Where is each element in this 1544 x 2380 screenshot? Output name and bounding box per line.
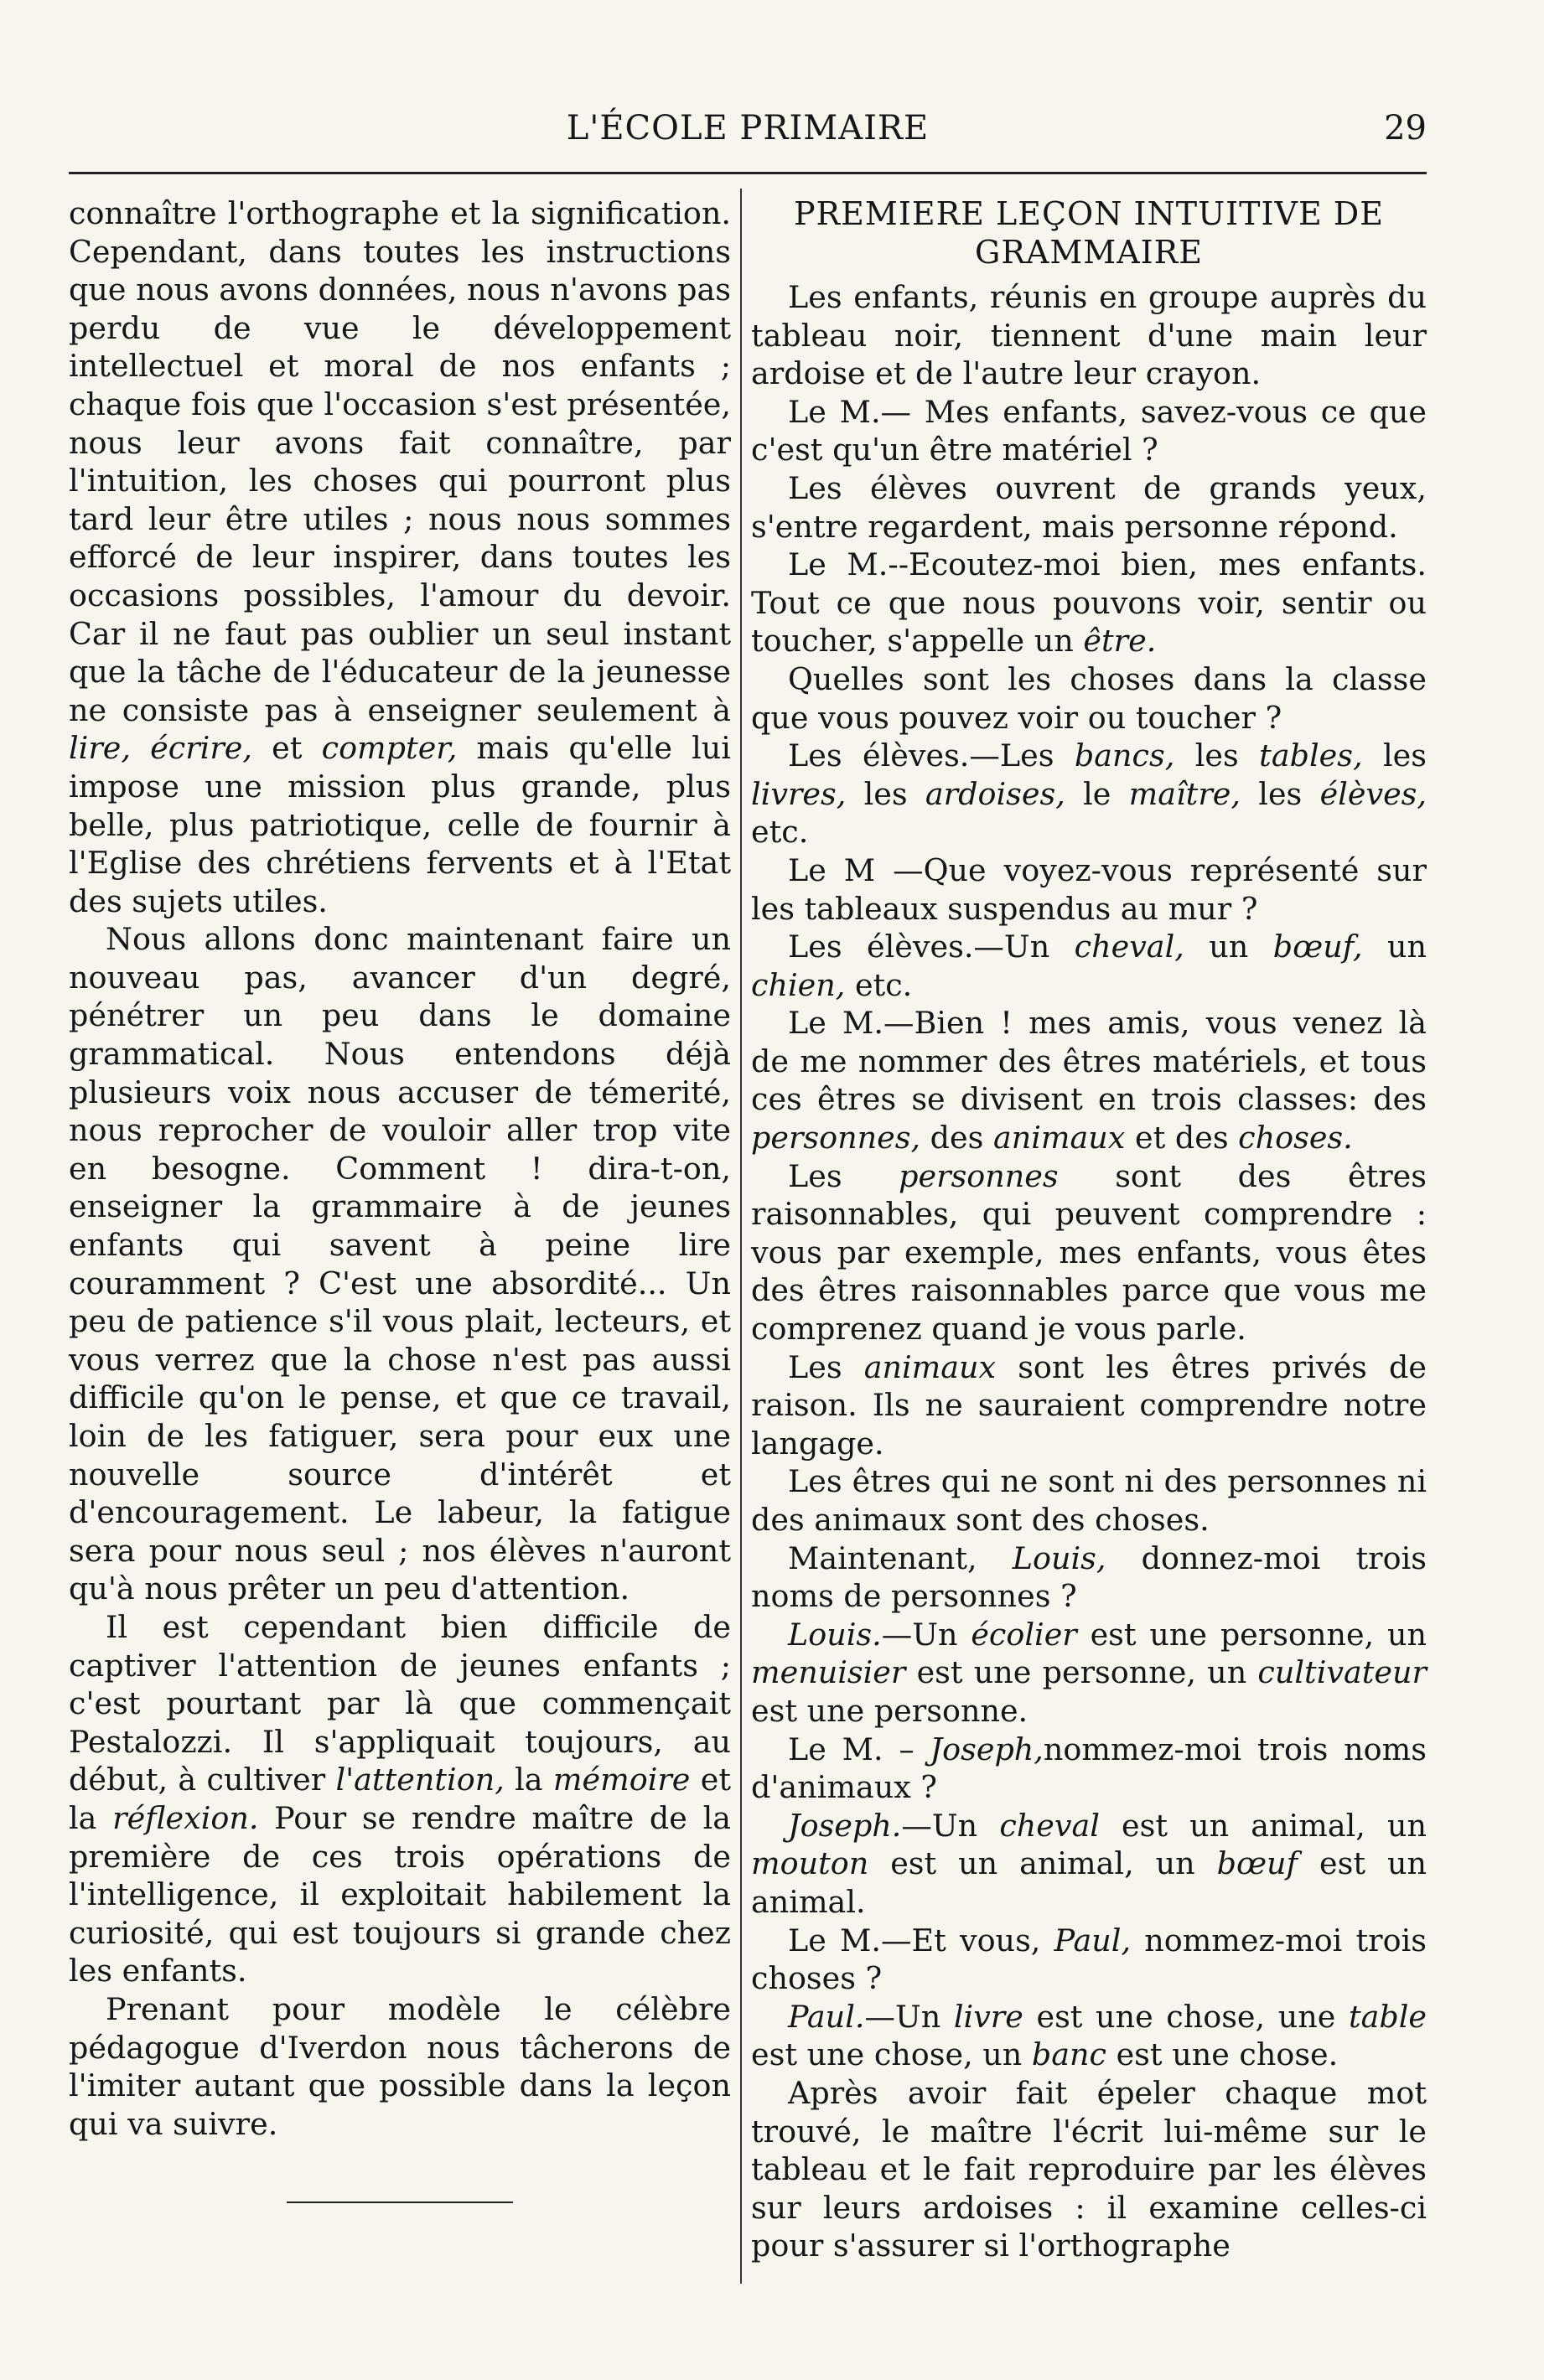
text-run: Le M.--Ecoutez-moi bien, mes enfants. Tout ce que nous pouvons voir, sentir ou toucher, s'appelle un bbox=[751, 546, 1427, 660]
text-run: les bbox=[1174, 737, 1260, 774]
text-run: est un animal, un bbox=[1099, 1807, 1427, 1844]
text-run: nommez-moi trois choses ? bbox=[751, 1922, 1427, 1997]
text-run: un bbox=[1184, 929, 1273, 965]
text-run: Il est cependant bien difficile de captiver l'attention de jeunes enfants ; c'est pourtant par là que commençait Pestalozzi. Il s'appliquait toujours, au début, à cultiver bbox=[69, 1608, 731, 1798]
paragraph bbox=[751, 851, 1427, 928]
text-run: Les élèves ouvrent de grands yeux, s'entre regardent, mais personne répond. bbox=[751, 469, 1427, 545]
section-end-rule bbox=[287, 2202, 513, 2203]
paragraph bbox=[751, 1462, 1427, 1539]
italic-text: Joseph. bbox=[788, 1807, 902, 1844]
text-run: et des bbox=[1125, 1120, 1239, 1156]
text-run: sont des êtres raisonnables, qui peuvent comprendre : vous par exemple, mes enfants, vous êtes des êtres raisonnables parce que vous me comprenez quand je vous parle. bbox=[751, 1157, 1427, 1348]
italic-text: réflexion. bbox=[112, 1799, 259, 1836]
text-run: est un animal. bbox=[751, 1845, 1427, 1920]
italic-text: personnes, bbox=[751, 1120, 921, 1156]
text-run: est une personne. bbox=[751, 1692, 1028, 1729]
paragraph bbox=[69, 920, 731, 1608]
italic-text: Louis, bbox=[1012, 1539, 1106, 1576]
paragraph bbox=[69, 1990, 731, 2143]
text-run: est un animal, un bbox=[868, 1845, 1217, 1882]
paragraph bbox=[751, 1539, 1427, 1616]
italic-text: maître, bbox=[1128, 775, 1241, 812]
text-run: les bbox=[846, 775, 925, 812]
italic-text: mémoire bbox=[552, 1762, 691, 1798]
text-run: est une personne, un bbox=[905, 1654, 1258, 1691]
page-number: 29 bbox=[1384, 109, 1427, 147]
right-column bbox=[751, 194, 1427, 2265]
text-run: Les bbox=[788, 1157, 899, 1194]
text-run: —Un bbox=[881, 1616, 971, 1653]
italic-text: personnes bbox=[899, 1157, 1059, 1194]
paragraph bbox=[751, 928, 1427, 1004]
text-run: est une chose, une bbox=[1023, 1998, 1349, 2035]
italic-text: l'attention, bbox=[335, 1762, 505, 1798]
italic-text: animaux bbox=[992, 1120, 1126, 1156]
text-run: et la bbox=[69, 1762, 732, 1836]
italic-text: livre bbox=[953, 1998, 1023, 2035]
text-run: —Un bbox=[901, 1807, 1000, 1844]
text-run: Nous allons donc maintenant faire un nouveau pas, avancer d'un degré, pénétrer un peu dans le domaine grammatical. Nous entendons déjà plusieurs voix nous accuser de témerité, nous reprocher de vouloir aller trop vite en besogne. Comment ! dira-t-on, enseigner la grammaire à de jeunes enfants qui savent à peine lire couramment ? C'est une absordité... Un peu de patience s'il vous plait, lecteurs, et vous verrez que la chose n'est pas aussi difficile qu'on le pense, et que ce travail, loin de les fatiguer, sera pour eux une nouvelle source d'intérêt et d'encouragement. Le labeur, la fatigue sera pour nous seul ; nos élèves n'auront qu'à nous prêter un peu d'attention. bbox=[69, 921, 731, 1607]
text-run: Le M. – bbox=[788, 1731, 930, 1767]
paragraph bbox=[751, 1157, 1427, 1348]
paragraph bbox=[69, 1608, 731, 1990]
text-run: les bbox=[1241, 775, 1320, 812]
paragraph bbox=[751, 1922, 1427, 1998]
italic-text: élèves, bbox=[1319, 775, 1427, 812]
text-run: Le M.—Bien ! mes amis, vous venez là de me nommer des êtres matériels, et tous ces êtres se divisent en trois classes: des bbox=[751, 1005, 1427, 1118]
italic-text: chien, bbox=[751, 966, 846, 1003]
italic-text: livres, bbox=[751, 775, 847, 812]
italic-text: lire, écrire, bbox=[69, 730, 252, 767]
running-header bbox=[69, 109, 1427, 159]
italic-text: Paul. bbox=[788, 1998, 865, 2035]
text-run: les bbox=[1362, 737, 1427, 774]
text-run: Quelles sont les choses dans la classe que vous pouvez voir ou toucher ? bbox=[751, 660, 1427, 736]
paragraph bbox=[751, 1004, 1427, 1156]
text-run: Pour se rendre maître de la première de ces trois opérations de l'intelligence, il exploitait habilement la curiosité, qui est toujours si grande chez les enfants. bbox=[69, 1799, 731, 1989]
text-run: Le M —Que voyez-vous représenté sur les tableaux suspendus au mur ? bbox=[751, 851, 1427, 927]
italic-text: bancs, bbox=[1074, 737, 1175, 774]
text-run: des bbox=[920, 1120, 993, 1156]
italic-text: compter, bbox=[321, 730, 458, 767]
text-run: est une chose. bbox=[1106, 2036, 1339, 2073]
italic-text: cheval, bbox=[1074, 929, 1184, 965]
running-title: L'ÉCOLE PRIMAIRE bbox=[566, 109, 930, 147]
text-run: etc. bbox=[845, 966, 913, 1003]
italic-text: Paul, bbox=[1054, 1922, 1132, 1958]
column-divider bbox=[740, 189, 742, 2284]
paragraph bbox=[751, 737, 1427, 851]
italic-text: mouton bbox=[751, 1845, 869, 1882]
paragraph bbox=[751, 546, 1427, 660]
italic-text: choses. bbox=[1238, 1120, 1353, 1156]
text-run: est une chose, un bbox=[751, 2036, 1032, 2073]
text-run: Maintenant, bbox=[788, 1539, 1013, 1576]
paragraph bbox=[751, 1731, 1427, 1807]
left-column-text bbox=[69, 194, 731, 2143]
paragraph bbox=[751, 1807, 1427, 1922]
text-run: la bbox=[504, 1762, 553, 1798]
text-run: un bbox=[1362, 929, 1427, 965]
italic-text: cheval bbox=[999, 1807, 1100, 1844]
paragraph bbox=[751, 1616, 1427, 1731]
italic-text: écolier bbox=[971, 1616, 1077, 1653]
paragraph bbox=[751, 2074, 1427, 2265]
italic-text: table bbox=[1348, 1998, 1427, 2035]
text-run: Les enfants, réunis en groupe auprès du tableau noir, tiennent d'une main leur ardoise et de l'autre leur crayon. bbox=[751, 279, 1427, 392]
left-column bbox=[69, 194, 731, 2203]
paragraph bbox=[751, 278, 1427, 393]
italic-text: banc bbox=[1031, 2036, 1106, 2073]
right-column-text bbox=[751, 278, 1427, 2265]
paragraph bbox=[751, 393, 1427, 469]
text-run: donnez-moi trois noms de personnes ? bbox=[751, 1539, 1427, 1615]
italic-text: Joseph, bbox=[930, 1731, 1044, 1767]
text-run: Les êtres qui ne sont ni des personnes ni des animaux sont des choses. bbox=[751, 1463, 1427, 1538]
italic-text: menuisier bbox=[751, 1654, 906, 1691]
text-run: Après avoir fait épeler chaque mot trouvé, le maître l'écrit lui-même sur le tableau et le fait reproduire par les élèves sur leurs ardoises : il examine celles-ci pour s'assurer si l'orthographe bbox=[751, 2074, 1427, 2264]
text-run: nommez-moi trois noms d'animaux ? bbox=[751, 1731, 1427, 1806]
text-run: Le M.— Mes enfants, savez-vous ce que c'est qu'un être matériel ? bbox=[751, 393, 1427, 468]
italic-text: tables, bbox=[1259, 737, 1363, 774]
italic-text: Louis. bbox=[788, 1616, 882, 1653]
text-run: Prenant pour modèle le célèbre pédagogue d'Iverdon nous tâcherons de l'imiter autant que possible dans la leçon qui va suivre. bbox=[69, 1990, 731, 2142]
italic-text: cultivateur bbox=[1257, 1654, 1427, 1691]
text-run: sont les êtres privés de raison. Ils ne sauraient comprendre notre langage. bbox=[751, 1348, 1427, 1462]
text-run: connaître l'orthographe et la signification. Cependant, dans toutes les instructions que nous avons données, nous n'avons pas perdu de vue le développement intellectuel et moral de nos enfants ; chaque fois que l'occasion s'est présentée, nous leur avons fait connaître, par l'intuition, les choses qui pourront plus tard leur être utiles ; nous nous sommes efforcé de leur inspirer, dans toutes les occasions possibles, l'amour du devoir. Car il ne faut pas oublier un seul instant que la tâche de l'éducateur de la jeunesse ne consiste pas à enseigner seulement à bbox=[69, 195, 732, 728]
paragraph bbox=[751, 1998, 1427, 2074]
text-run: et bbox=[252, 730, 322, 767]
text-run: —Un bbox=[864, 1998, 954, 2035]
text-run: Les élèves.—Un bbox=[788, 929, 1075, 965]
paragraph bbox=[69, 194, 731, 920]
text-run: Les bbox=[788, 1348, 864, 1385]
paragraph bbox=[751, 660, 1427, 737]
lesson-title: PREMIERE LEÇON INTUITIVE DE GRAMMAIRE bbox=[793, 195, 1384, 271]
italic-text: bœuf, bbox=[1272, 929, 1363, 965]
italic-text: animaux bbox=[863, 1348, 997, 1385]
italic-text: être. bbox=[1083, 623, 1157, 660]
text-run: le bbox=[1065, 775, 1129, 812]
text-run: Le M.—Et vous, bbox=[788, 1922, 1054, 1958]
italic-text: bœuf bbox=[1216, 1845, 1298, 1882]
paragraph bbox=[751, 1348, 1427, 1463]
text-run: mais qu'elle lui impose une mission plus grande, plus belle, plus patriotique, celle de fournir à l'Eglise des chrétiens fervents et à l'Etat des sujets utiles. bbox=[69, 730, 731, 919]
text-run: etc. bbox=[751, 814, 809, 851]
text-run: Les élèves.—Les bbox=[788, 737, 1075, 774]
text-run: est une personne, un bbox=[1076, 1616, 1427, 1653]
italic-text: ardoises, bbox=[925, 775, 1065, 812]
paragraph bbox=[751, 469, 1427, 546]
header-rule bbox=[69, 172, 1427, 174]
